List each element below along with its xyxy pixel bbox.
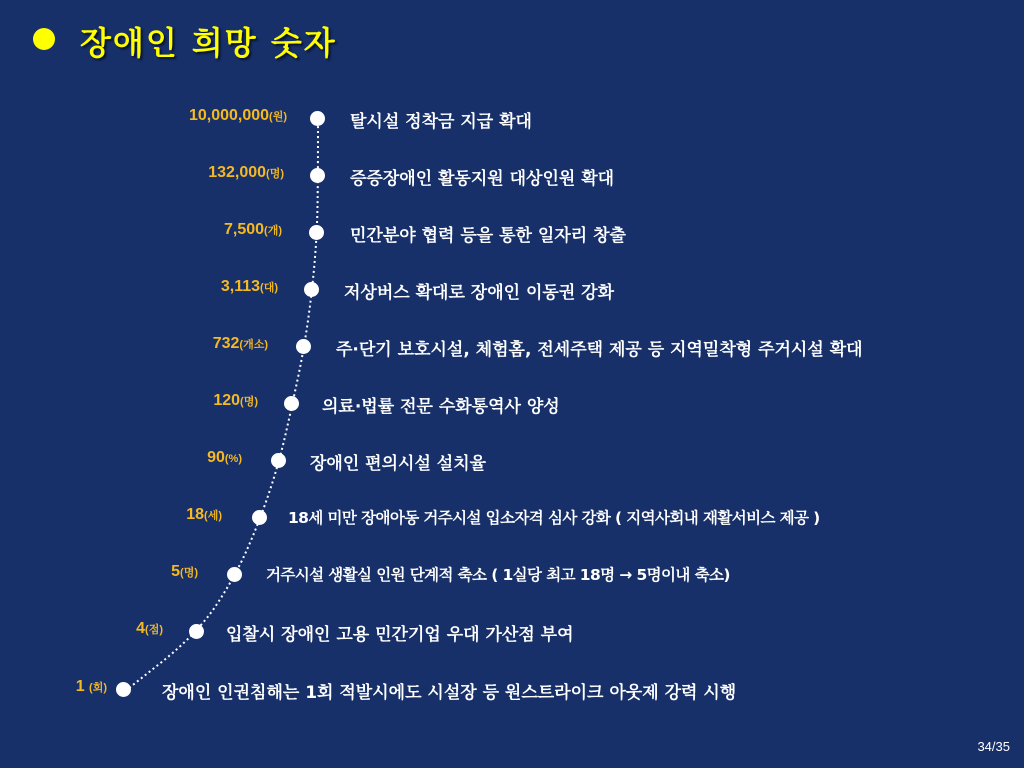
timeline-item bbox=[0, 678, 1024, 702]
item-description: 저상버스 확대로 장애인 이동권 강화 bbox=[344, 283, 615, 303]
item-number bbox=[207, 449, 242, 467]
timeline-dot-icon bbox=[309, 225, 324, 240]
item-description: 18세 미만 장애아동 거주시설 입소자격 심사 강화 ( 지역사회내 재활서비스 제공 ) bbox=[288, 509, 820, 527]
item-number bbox=[189, 107, 287, 125]
item-description: 거주시설 생활실 인원 단계적 축소 ( 1실당 최고 18명 → 5명이내 축소) bbox=[266, 566, 730, 584]
timeline-item bbox=[0, 506, 1024, 530]
item-number bbox=[213, 392, 258, 410]
timeline-item bbox=[0, 449, 1024, 473]
item-description: 탈시설 정착금 지급 확대 bbox=[350, 112, 532, 132]
item-number-unit: (점) bbox=[145, 624, 163, 636]
item-number bbox=[136, 620, 163, 638]
timeline-item bbox=[0, 620, 1024, 644]
item-number-value: 18 bbox=[186, 506, 205, 523]
timeline-item bbox=[0, 392, 1024, 416]
item-number-unit: (명) bbox=[240, 396, 258, 408]
item-description: 의료·법률 전문 수화통역사 양성 bbox=[322, 397, 560, 417]
item-description: 장애인 인권침해는 1회 적발시에도 시설장 등 원스트라이크 아웃제 강력 시행 bbox=[162, 683, 737, 703]
timeline-item bbox=[0, 164, 1024, 188]
timeline-dot-icon bbox=[189, 624, 204, 639]
item-number-unit: (세) bbox=[204, 510, 222, 522]
item-number-value: 732 bbox=[212, 335, 240, 352]
item-number-value: 3,113 bbox=[220, 278, 261, 295]
timeline-dot-icon bbox=[310, 111, 325, 126]
item-number bbox=[76, 678, 107, 696]
item-description: 장애인 편의시설 설치율 bbox=[310, 454, 487, 474]
item-number-value: 1 bbox=[75, 678, 90, 695]
item-number-value: 10,000,000 bbox=[188, 107, 270, 124]
item-number-value: 4 bbox=[136, 620, 146, 637]
item-number-unit: (원) bbox=[269, 111, 287, 123]
item-number-unit: (명) bbox=[266, 168, 284, 180]
item-number-value: 120 bbox=[213, 392, 241, 409]
timeline-item bbox=[0, 563, 1024, 587]
item-number bbox=[221, 278, 278, 296]
item-number-value: 7,500 bbox=[224, 221, 265, 238]
item-description: 입찰시 장애인 고용 민간기업 우대 가산점 부여 bbox=[226, 625, 574, 645]
item-number-unit: (개) bbox=[264, 225, 282, 237]
item-description: 주·단기 보호시설, 체험홈, 전세주택 제공 등 지역밀착형 주거시설 확대 bbox=[336, 340, 863, 360]
item-number bbox=[186, 506, 222, 524]
item-number-value: 132,000 bbox=[208, 164, 267, 181]
item-number bbox=[208, 164, 284, 182]
item-number bbox=[213, 335, 268, 353]
item-number-value: 90 bbox=[207, 449, 225, 466]
timeline-dot-icon bbox=[284, 396, 299, 411]
item-description: 민간분야 협력 등을 통한 일자리 창출 bbox=[350, 226, 626, 246]
item-number-unit: (회) bbox=[89, 682, 107, 694]
timeline-item bbox=[0, 335, 1024, 359]
timeline-dot-icon bbox=[271, 453, 286, 468]
timeline-item bbox=[0, 278, 1024, 302]
slide-title: 장애인 희망 숫자 bbox=[80, 24, 337, 62]
timeline-item bbox=[0, 221, 1024, 245]
item-number-unit: (대) bbox=[260, 282, 278, 294]
timeline-dot-icon bbox=[296, 339, 311, 354]
timeline-dot-icon bbox=[310, 168, 325, 183]
item-number bbox=[224, 221, 282, 239]
timeline-item bbox=[0, 107, 1024, 131]
item-description: 증증장애인 활동지원 대상인원 확대 bbox=[350, 169, 615, 189]
timeline-dot-icon bbox=[116, 682, 131, 697]
item-number-unit: (%) bbox=[224, 453, 242, 465]
item-number-unit: (개소) bbox=[239, 339, 268, 351]
timeline-dot-icon bbox=[227, 567, 242, 582]
page-number: 34/35 bbox=[977, 739, 1010, 754]
item-number bbox=[171, 563, 198, 581]
timeline-dot-icon bbox=[252, 510, 267, 525]
item-number-unit: (명) bbox=[180, 567, 198, 579]
timeline-dot-icon bbox=[304, 282, 319, 297]
item-number-value: 5 bbox=[171, 563, 181, 580]
